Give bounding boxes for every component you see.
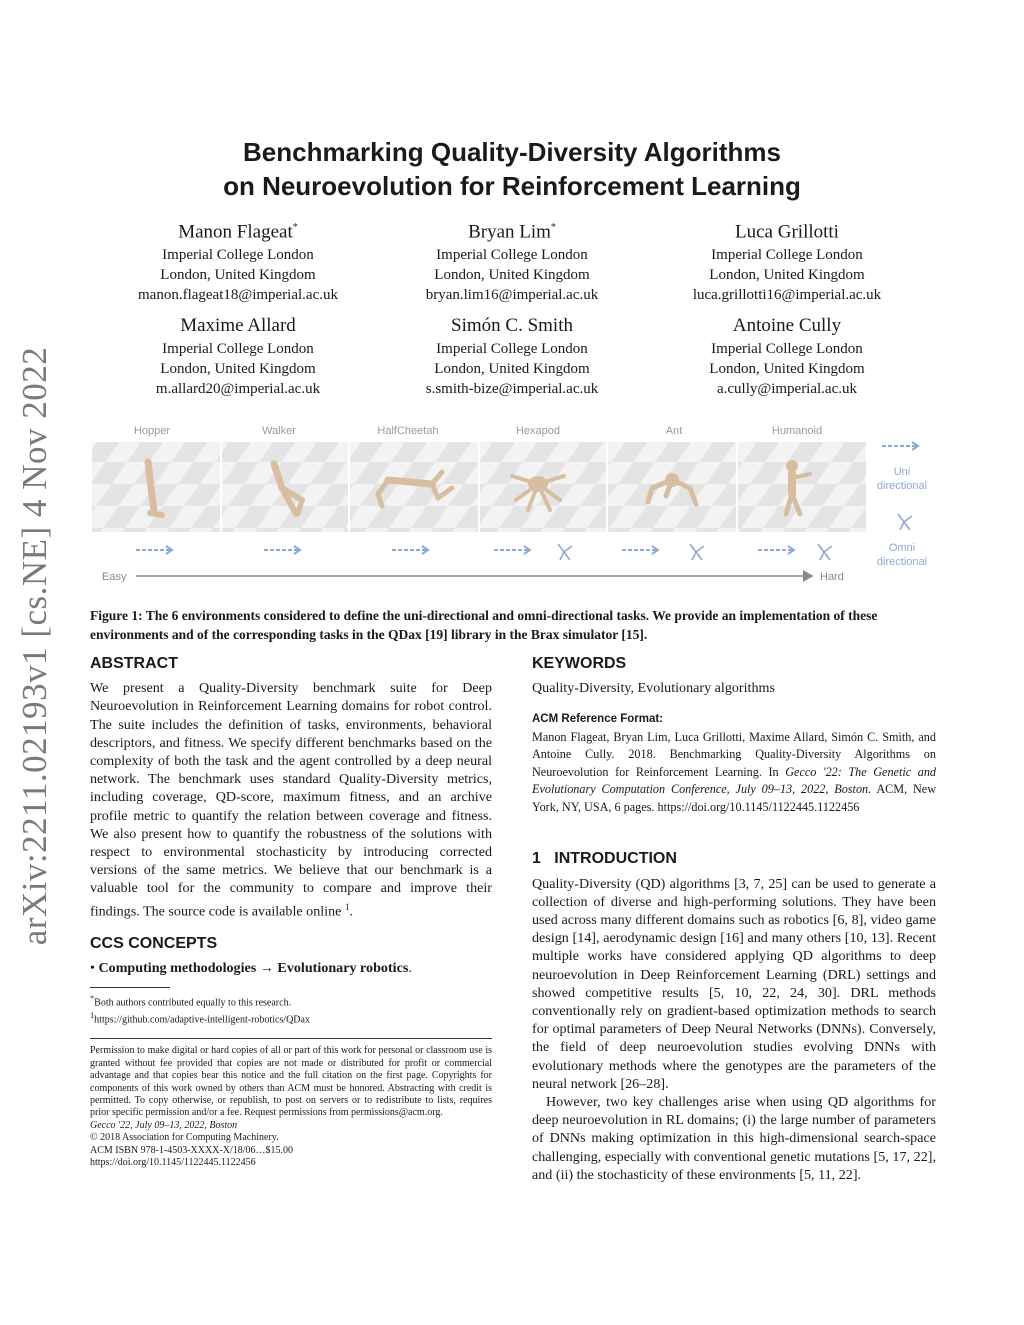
environments-figure-svg (92, 418, 936, 590)
acm-reference-text (532, 729, 936, 817)
env-panels (92, 442, 866, 532)
author-affiliation: Imperial College London (711, 341, 863, 357)
author-affiliation: Imperial College London (162, 247, 314, 264)
author-block (372, 313, 652, 399)
author-block (98, 215, 378, 305)
arxiv-side-label: arXiv:2211.02193v1 [cs.NE] 4 Nov 2022 (15, 346, 54, 946)
right-column (532, 655, 936, 1184)
footnote-link[interactable]: https://github.com/adaptive-intelligent-robotics/QDax (94, 1014, 310, 1025)
author-email[interactable]: a.cully@imperial.ac.uk (716, 381, 857, 397)
permission-rule (90, 1038, 492, 1039)
permission-doi[interactable]: https://doi.org/10.1145/1122445.1122456 (90, 1157, 256, 1169)
intro-number: 1 (532, 850, 541, 868)
env-label-hopper: Hopper (133, 425, 171, 437)
footnote-rule (90, 987, 170, 988)
permission-conference: Gecco '22, July 09–13, 2022, Boston (90, 1119, 238, 1131)
author-name: Simón C. Smith (451, 315, 573, 336)
keywords-text: Quality-Diversity, Evolutionary algorithms (532, 680, 775, 697)
axis-label-easy: Easy (102, 571, 127, 583)
permission-block (90, 1045, 492, 1169)
author-name: Maxime Allard (180, 315, 296, 336)
keywords-heading: KEYWORDS (532, 655, 627, 672)
env-label-hexapod: Hexapod (515, 425, 561, 437)
ccs-bullet: • (90, 959, 95, 976)
left-column (90, 655, 492, 1169)
legend-uni-line-2: directional (876, 480, 928, 492)
author-mark: * (292, 222, 298, 233)
author-location: London, United Kingdom (160, 267, 316, 284)
permission-copyright: © 2018 Association for Computing Machinery. (90, 1132, 279, 1144)
ccs-arrow: → (259, 959, 274, 976)
reference-post: ACM, New York, NY, USA, 6 pages. https://doi.org/10.1145/1122445.1122456 (532, 782, 937, 814)
title-line-2: on Neuroevolution for Reinforcement Learning (223, 171, 801, 201)
author-affiliation: Imperial College London (436, 247, 588, 264)
author-email[interactable]: manon.flageat18@imperial.ac.uk (138, 287, 338, 304)
reference-pre: Manon Flageat, Bryan Lim, Luca Grillotti, Maxime Allard, Simón C. Smith, and Antoine Cully. 2018. Benchmarking Quality-Diversity Algorithms on Neuroevolution for Reinforcement Learning. In (532, 729, 936, 779)
permission-isbn: ACM ISBN 978-1-4503-XXXX-X/18/06…$15.00 (90, 1144, 294, 1156)
author-affiliation: Imperial College London (711, 247, 863, 264)
intro-paragraph-1: Quality-Diversity (QD) algorithms [3, 7, 25] can be used to generate a collection of diverse and high-performing solutions. They have been used across many different domains such as robotics [6, 8], video game design [14], aerodynamic design [16] and many others [10, 13]. Recent multiple works have considered applying QD algorithms to deep neuroevolution in Deep Reinforcement Learning (DRL) settings and showed competitive results [5, 10, 22, 24, 30]. DRL methods conventionally rely on gradient-based optimization methods to search for optimal parameters of Deep Neural Networks (DNNs). Conversely, the field of deep neuroevolution studies evolving DNNs with evolutionary methods where the genotypes are the parameters of the neural network [26–28]. (532, 875, 936, 1092)
intro-heading (532, 850, 936, 868)
abstract-footnote-ref: 1 (344, 901, 350, 912)
author-email[interactable]: luca.grillotti16@imperial.ac.uk (692, 287, 882, 304)
footnote-mark: * (90, 993, 95, 1003)
paper-title (150, 135, 874, 203)
reference-venue: Gecco '22: The Genetic and Evolutionary Computation Conference, July 09–13, 2022, Boston. (532, 764, 937, 797)
ccs-concept: Computing methodologies (98, 959, 257, 976)
axis-label-hard: Hard (820, 571, 844, 583)
env-label-humanoid: Humanoid (771, 425, 823, 437)
author-mark: * (550, 222, 556, 233)
author-name: Manon Flageat (178, 221, 293, 243)
env-label-walker: Walker (262, 425, 296, 437)
author-email[interactable]: bryan.lim16@imperial.ac.uk (425, 287, 599, 304)
ccs-sub-concept: Evolutionary robotics (277, 959, 409, 976)
author-location: London, United Kingdom (709, 361, 865, 377)
permission-text: Permission to make digital or hard copies of all or part of this work for personal or classroom use is granted without fee provided that copies are not made or distributed for profit or commercial advantage and that copies bear this notice and the full citation on the first page. Copyrights for components of this work owned by others than ACM must be honored. Abstracting with credit is permitted. To copy otherwise, or republish, to post on servers or to redistribute to lists, requires prior specific permission and/or a fee. Request permissions from permissions@acm.org. (90, 1045, 492, 1119)
author-block (647, 313, 927, 399)
footnote-mark: 1 (90, 1010, 95, 1020)
title-line-1: Benchmarking Quality-Diversity Algorithms (243, 137, 781, 167)
author-block (647, 215, 927, 305)
intro-title: INTRODUCTION (554, 850, 677, 868)
footnote-text: Both authors contributed equally to this research. (94, 997, 292, 1009)
env-label-ant: Ant (665, 425, 683, 437)
abstract-body: We present a Quality-Diversity benchmark suite for Deep Neuroevolution in Reinforcement Learning domains for robot control. The suite includes the definition of tasks, environments, behavioral descriptors, and fitness. We specify different benchmarks based on the complexity of both the task and the agent controlled by a deep neural network. The benchmark uses standard Quality-Diversity metrics, including coverage, QD-score, maximum fitness, and an archive profile metric to quantify the relation between coverage and fitness. We also present how to quantify the robustness of the solutions with respect to environmental stochasticity by introducing corrected versions of the same metrics. We believe that our benchmark is a valuable tool for the community to compare and improve their findings. The source code is available online (90, 680, 492, 920)
author-name: Bryan Lim (468, 221, 551, 243)
author-email[interactable]: m.allard20@imperial.ac.uk (155, 381, 321, 397)
author-block (372, 215, 652, 305)
author-block (98, 313, 378, 399)
footnotes (90, 993, 492, 1026)
acm-reference-heading: ACM Reference Format: (532, 713, 663, 726)
environments-figure (92, 418, 936, 590)
author-email[interactable]: s.smith-bize@imperial.ac.uk (425, 381, 599, 397)
legend-omni-line-1: Omni (888, 542, 916, 554)
legend-uni-line-1: Uni (893, 466, 911, 478)
author-location: London, United Kingdom (160, 361, 316, 377)
abstract-text: We present a Quality-Diversity benchmark suite for Deep Neuroevolution in Reinforcement Learning domains for robot control. The suite includes the definition of tasks, environments, behavioral descriptors, and fitness. We specify different benchmarks based on the complexity of both the task and the agent controlled by a deep neural network. The benchmark uses standard Quality-Diversity metrics, including coverage, QD-score, maximum fitness, and an archive profile metric to quantify the relation between coverage and fitness. We also present how to quantify the robustness of the solutions with respect to environmental stochasticity by introducing corrected versions of the same metrics. We believe that our benchmark is a valuable tool for the community to compare and improve their findings. The source code is available online $^1$. (90, 680, 492, 920)
author-location: London, United Kingdom (434, 361, 590, 377)
acm-reference (532, 711, 936, 816)
legend-omni-line-2: directional (876, 556, 928, 568)
env-label-halfcheetah: HalfCheetah (377, 425, 439, 437)
intro-paragraph-2: However, two key challenges arise when using QD algorithms for deep neuroevolution in RL domains; (i) the large number of parameters of DNNs making optimization in this high-dimensional search-space challenging, especially with conventional genetic mutations [5, 17, 22], and (ii) the stochasticity of these environments [5, 11, 22]. (532, 1094, 936, 1183)
figure-caption: Figure 1: The 6 environments considered to define the uni-directional and omni-directional tasks. We provide an implementation of these environments and of the corresponding tasks in the QDax [19] library in the Brax simulator [15]. (90, 608, 878, 642)
author-location: London, United Kingdom (434, 267, 590, 284)
author-affiliation: Imperial College London (436, 341, 588, 357)
author-affiliation: Imperial College London (162, 341, 314, 357)
ccs-concepts: • Computing methodologies → Evolutionary robotics. (90, 959, 412, 976)
author-location: London, United Kingdom (709, 267, 865, 284)
abstract-heading: ABSTRACT (90, 655, 178, 672)
author-name: Antoine Cully (732, 315, 842, 336)
ccs-heading: CCS CONCEPTS (90, 934, 218, 952)
author-name: Luca Grillotti (735, 221, 839, 243)
